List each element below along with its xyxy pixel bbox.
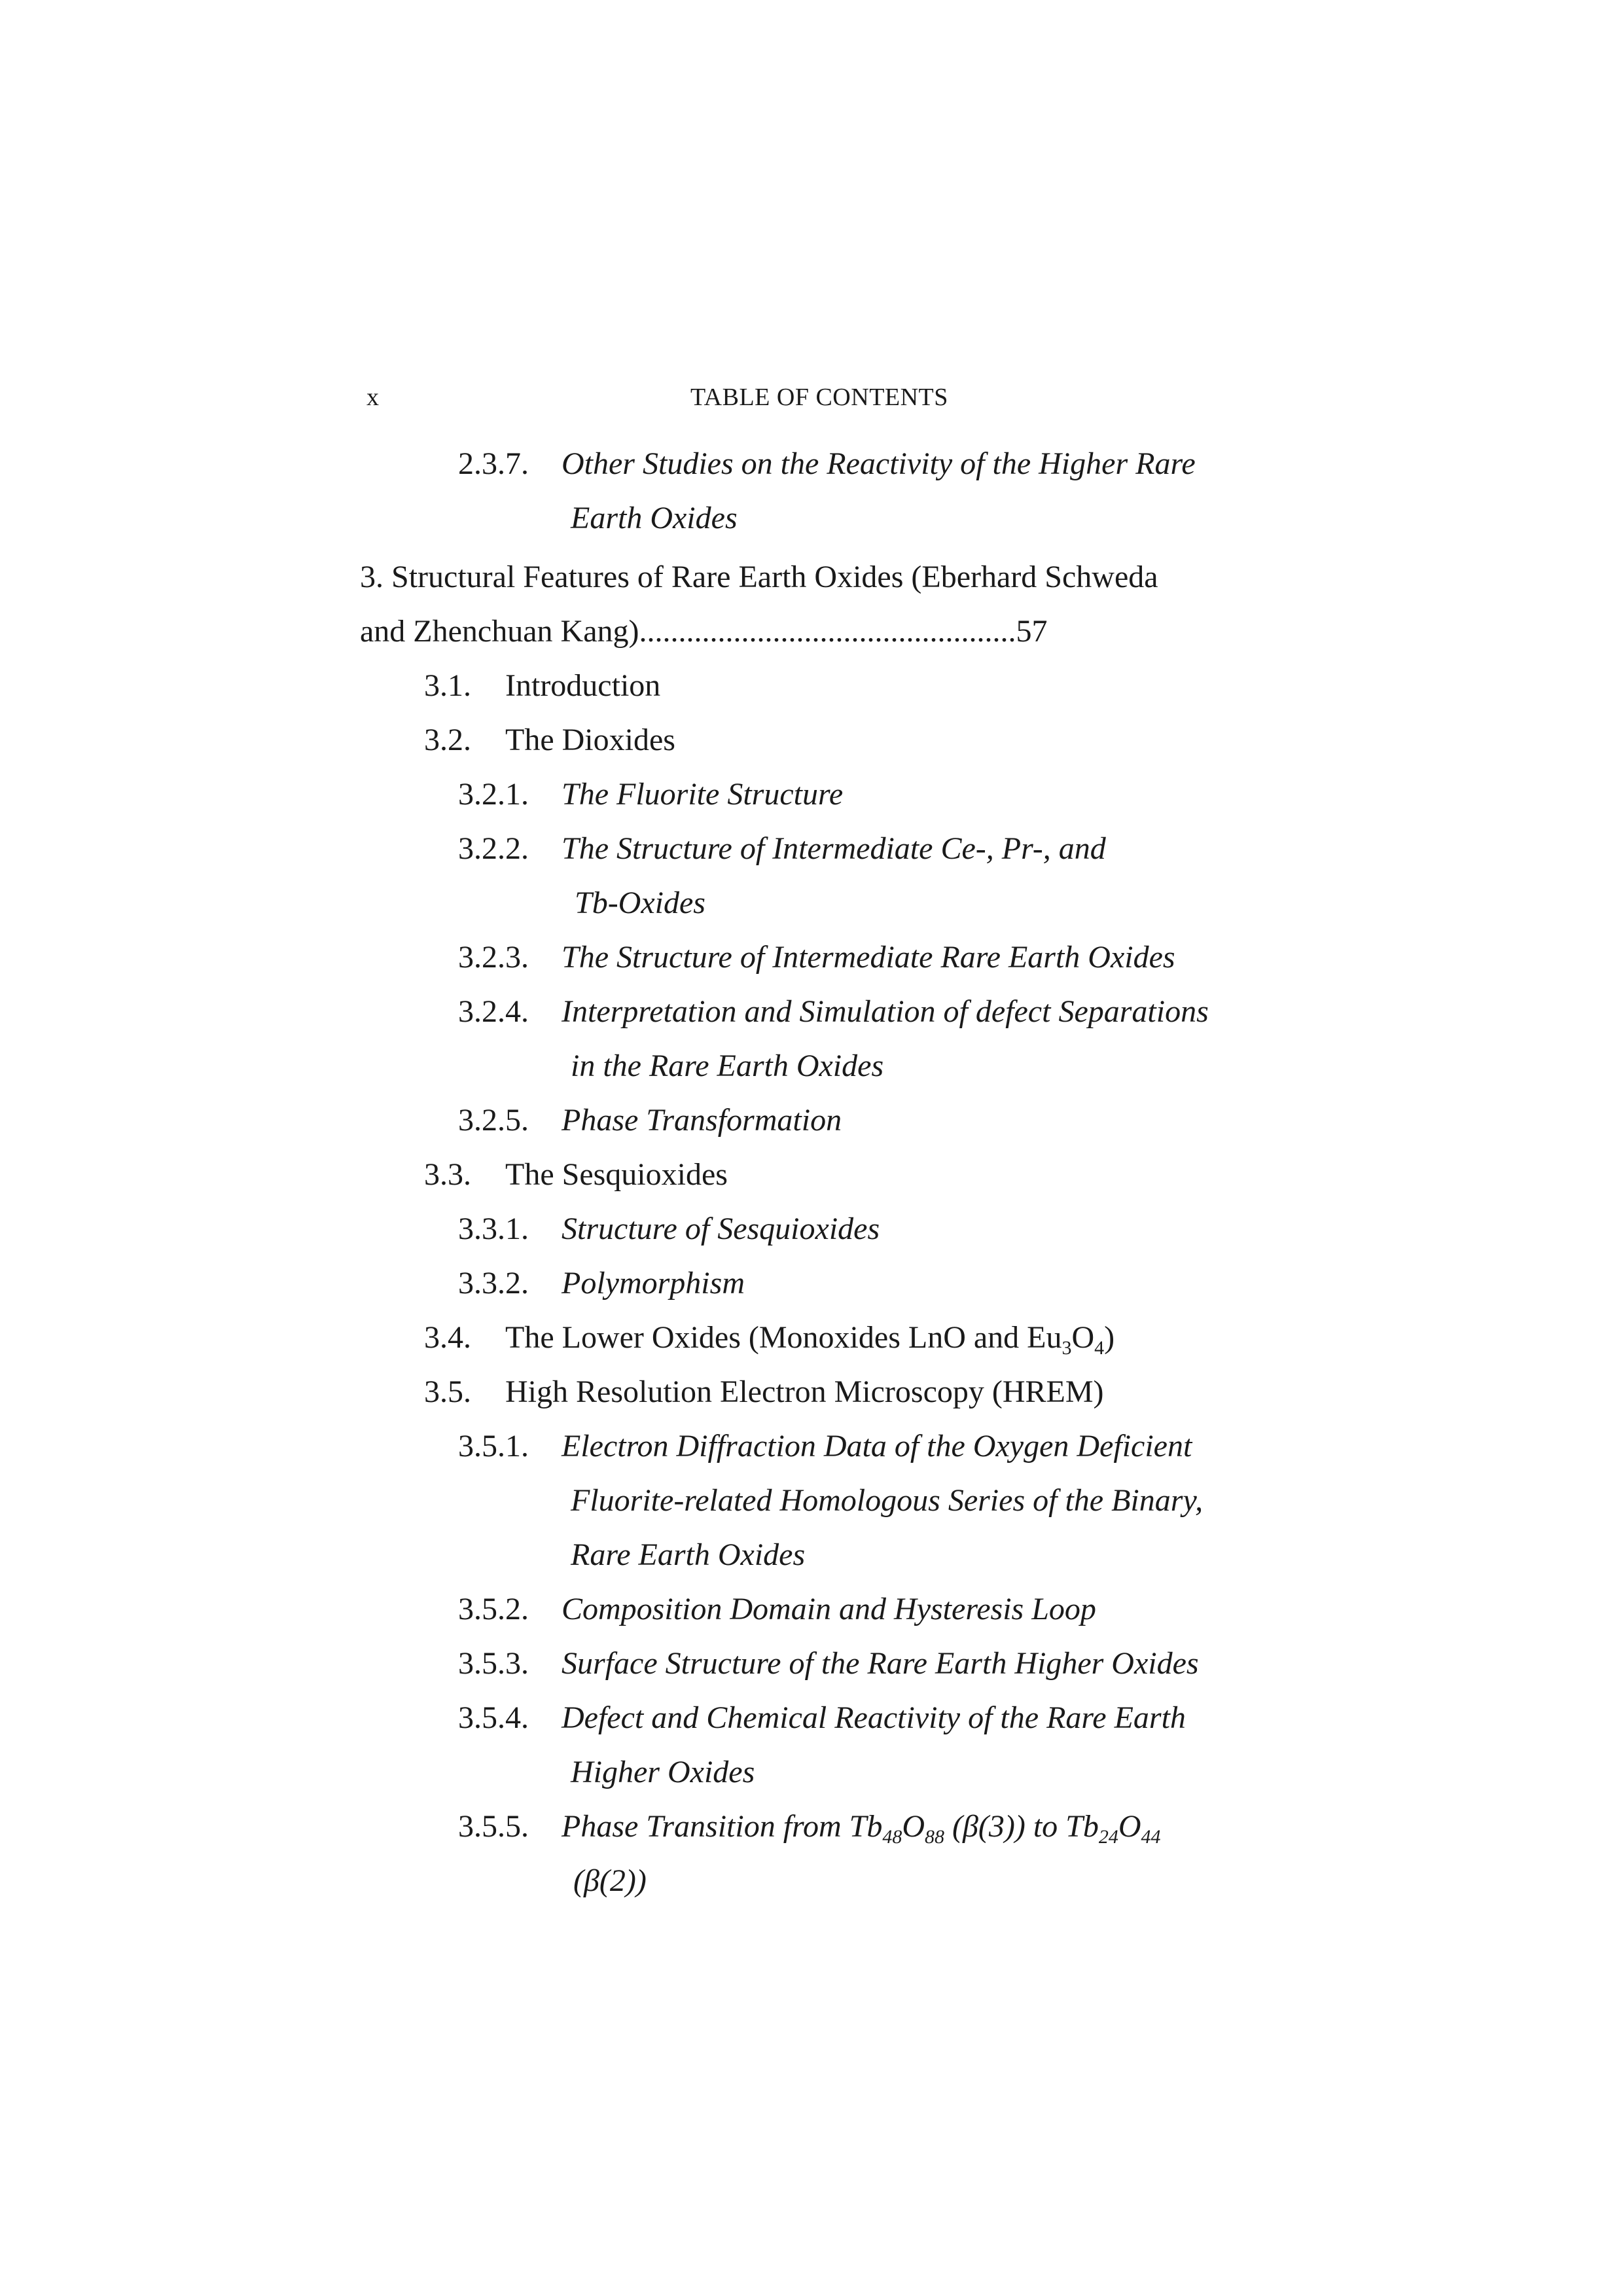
running-header: TABLE OF CONTENTS — [690, 384, 948, 411]
subscript: 3 — [1061, 1337, 1072, 1359]
toc-title-text: O — [1118, 1809, 1141, 1844]
subscript: 44 — [1141, 1826, 1161, 1848]
toc-title-cont: Tb-Oxides — [575, 886, 705, 920]
toc-number: 3.3. — [424, 1157, 471, 1192]
toc-title: Surface Structure of the Rare Earth Higher Oxides — [562, 1646, 1199, 1681]
toc-title: The Structure of Intermediate Rare Earth Oxides — [562, 940, 1175, 975]
toc-title-cont: in the Rare Earth Oxides — [571, 1049, 884, 1083]
toc-number: 3.3.2. — [458, 1266, 529, 1300]
toc-number: 3.2.4. — [458, 994, 529, 1029]
toc-title: Electron Diffraction Data of the Oxygen Deficient — [562, 1429, 1192, 1463]
toc-number: 3.2. — [424, 723, 471, 757]
toc-title-text: O — [902, 1809, 925, 1844]
toc-title — [505, 1320, 1115, 1359]
toc-title: Composition Domain and Hysteresis Loop — [562, 1592, 1096, 1626]
toc-chapter-3-title: 3. Structural Features of Rare Earth Oxides (Eberhard Schweda — [360, 560, 1158, 594]
toc-title-cont: Earth Oxides — [571, 501, 738, 535]
subscript: 24 — [1098, 1826, 1118, 1848]
toc-number: 3.1. — [424, 668, 471, 703]
toc-title: Phase Transformation — [562, 1103, 842, 1138]
toc-title: Introduction — [505, 668, 661, 703]
toc-number: 3.5.5. — [458, 1809, 529, 1844]
toc-title-text: Phase Transition from Tb — [562, 1809, 883, 1844]
toc-number: 3.5. — [424, 1374, 471, 1409]
toc-number: 3.2.5. — [458, 1103, 529, 1138]
toc-title: High Resolution Electron Microscopy (HREM) — [505, 1374, 1104, 1409]
toc-title: Structure of Sesquioxides — [562, 1211, 880, 1246]
toc-title — [562, 1809, 1161, 1848]
toc-number: 3.5.3. — [458, 1646, 529, 1681]
toc-title-text: The Lower Oxides (Monoxides LnO and Eu — [505, 1320, 1062, 1355]
toc-number: 3.2.2. — [458, 831, 529, 866]
toc-title-text: O — [1071, 1320, 1095, 1355]
toc-entry-2-3-7 — [458, 448, 529, 480]
toc-title: The Fluorite Structure — [562, 777, 844, 812]
toc-title: The Structure of Intermediate Ce-, Pr-, and — [562, 831, 1106, 866]
toc-title: The Dioxides — [505, 723, 675, 757]
toc-number: 3.2.3. — [458, 940, 529, 975]
toc-chapter-3-title-cont — [360, 616, 1048, 647]
toc-title-cont: Fluorite-related Homologous Series of the Binary, — [571, 1483, 1204, 1518]
toc-number: 3.2.1. — [458, 777, 529, 812]
toc-title-text: ) — [1104, 1320, 1115, 1355]
subscript: 4 — [1094, 1337, 1105, 1359]
leader-dots: ............................................... — [639, 614, 1008, 649]
toc-number: 3.3.1. — [458, 1211, 529, 1246]
toc-title-cont: Rare Earth Oxides — [571, 1537, 806, 1572]
toc-title: Polymorphism — [562, 1266, 745, 1300]
toc-number: 3.5.1. — [458, 1429, 529, 1463]
chapter-page: .57 — [1008, 614, 1048, 649]
toc-title-cont: (β(2)) — [573, 1863, 647, 1898]
toc-title-cont: Higher Oxides — [571, 1755, 755, 1789]
toc-number: 3.4. — [424, 1320, 471, 1355]
toc-title: Interpretation and Simulation of defect Separations — [562, 994, 1209, 1029]
toc-title: Other Studies on the Reactivity of the Higher Rare — [562, 446, 1196, 481]
subscript: 48 — [882, 1826, 902, 1848]
toc-number: 3.5.2. — [458, 1592, 529, 1626]
toc-title: Defect and Chemical Reactivity of the Rare Earth — [562, 1700, 1186, 1735]
page-number: x — [366, 384, 379, 411]
toc-number: 3.5.4. — [458, 1700, 529, 1735]
subscript: 88 — [924, 1826, 944, 1848]
toc-title: The Sesquioxides — [505, 1157, 728, 1192]
toc-title-text: (β(3)) to Tb — [944, 1809, 1099, 1844]
toc-number: 2.3.7. — [458, 446, 529, 481]
chapter-authors: and Zhenchuan Kang) — [360, 614, 639, 649]
